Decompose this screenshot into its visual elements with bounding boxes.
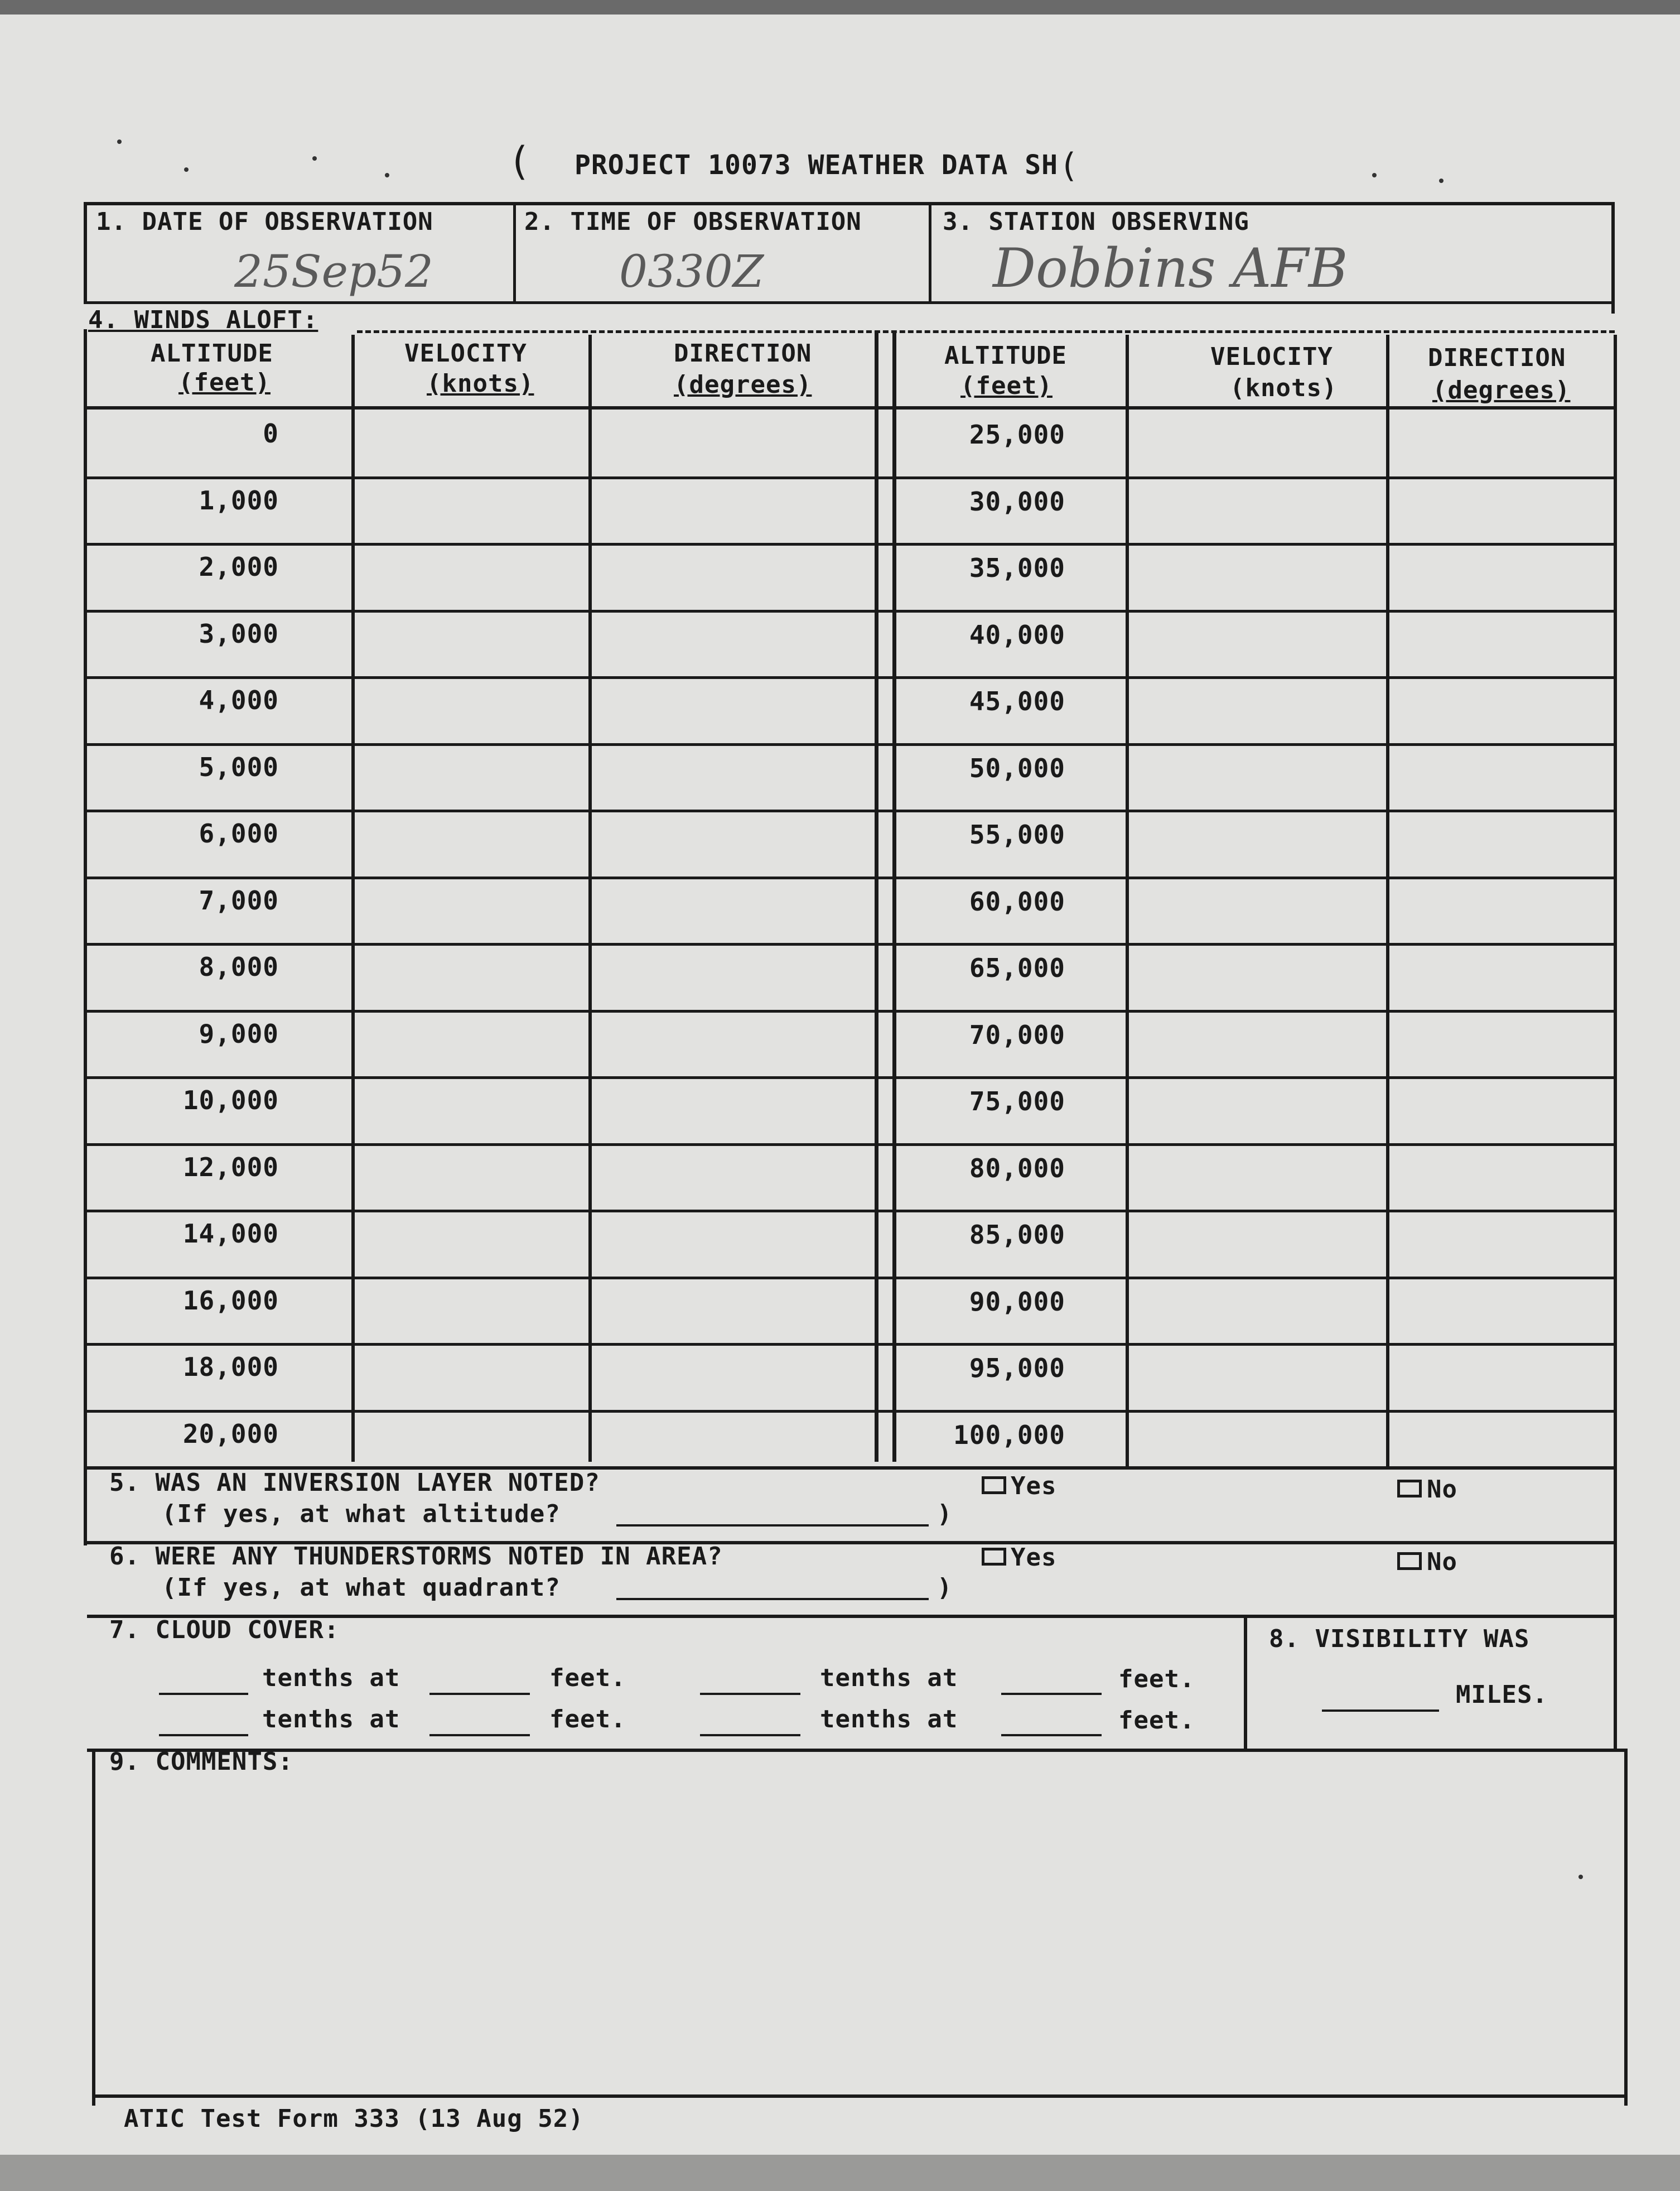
- rule: [84, 202, 1615, 205]
- right-altitude-cell: 55,000: [969, 820, 1065, 850]
- left-direction-cell[interactable]: [595, 1280, 873, 1340]
- right-altitude-cell: 100,000: [953, 1420, 1065, 1450]
- left-direction-cell[interactable]: [595, 1013, 873, 1073]
- inversion-no-label: No: [1427, 1475, 1457, 1504]
- cloud-cover-label: 7. CLOUD COVER:: [109, 1616, 340, 1644]
- left-velocity-cell[interactable]: [358, 1413, 587, 1473]
- rule: [1386, 335, 1389, 1467]
- scan-speck: [117, 139, 122, 144]
- left-direction-cell[interactable]: [595, 1346, 873, 1407]
- right-altitude-cell: 60,000: [969, 887, 1065, 917]
- inversion-yes-checkbox[interactable]: [982, 1476, 1006, 1494]
- visibility-unit: MILES.: [1456, 1680, 1548, 1709]
- row-rule: [87, 877, 1615, 879]
- left-altitude-cell: 6,000: [199, 818, 279, 849]
- thunderstorm-no-checkbox[interactable]: [1397, 1552, 1422, 1570]
- cloud-feet-label: feet.: [1118, 1706, 1195, 1735]
- cloud-tenths-label: tenths at: [820, 1664, 958, 1692]
- right-velocity-cell[interactable]: [1132, 413, 1385, 473]
- thunderstorm-followup: (If yes, at what quadrant?: [162, 1573, 561, 1602]
- inversion-altitude-field[interactable]: [616, 1524, 929, 1527]
- right-direction-cell[interactable]: [1393, 1413, 1613, 1473]
- left-altitude-cell: 4,000: [199, 685, 279, 715]
- left-altitude-cell: 1,000: [199, 485, 279, 516]
- left-velocity-cell[interactable]: [358, 1013, 587, 1073]
- date-label: 1. DATE OF OBSERVATION: [96, 208, 433, 236]
- rule: [929, 202, 931, 302]
- inversion-close-paren: ): [937, 1500, 953, 1528]
- left-direction-cell[interactable]: [595, 680, 873, 740]
- cloud-feet-label: feet.: [549, 1705, 626, 1733]
- left-direction-cell[interactable]: [595, 1213, 873, 1273]
- thunderstorm-yes-checkbox[interactable]: [982, 1548, 1006, 1566]
- right-altitude-cell: 85,000: [969, 1220, 1065, 1250]
- left-direction-cell[interactable]: [595, 546, 873, 606]
- scan-speck: [184, 167, 189, 172]
- left-altitude-header: ALTITUDE: [151, 339, 273, 368]
- scan-speck: [1578, 1875, 1583, 1879]
- cloud-tenths-field-1[interactable]: [159, 1693, 248, 1695]
- rule: [92, 1749, 95, 2106]
- left-altitude-cell: 0: [263, 418, 279, 449]
- cloud-tenths-field-3[interactable]: [159, 1734, 248, 1736]
- scan-speck: [312, 156, 317, 161]
- left-velocity-cell[interactable]: [358, 1280, 587, 1340]
- inversion-followup: (If yes, at what altitude?: [162, 1500, 561, 1528]
- cloud-feet-field-4[interactable]: [1001, 1734, 1102, 1736]
- left-direction-unit: (degrees): [674, 370, 812, 399]
- rule: [875, 330, 878, 1462]
- right-direction-cell[interactable]: [1393, 813, 1613, 873]
- right-direction-cell[interactable]: [1393, 1013, 1613, 1073]
- left-altitude-cell: 18,000: [182, 1352, 279, 1382]
- left-direction-cell[interactable]: [595, 480, 873, 540]
- rule: [588, 335, 592, 1462]
- left-velocity-cell[interactable]: [358, 1346, 587, 1407]
- thunderstorm-no-label: No: [1427, 1548, 1457, 1576]
- left-altitude-cell: 5,000: [199, 752, 279, 782]
- right-velocity-cell[interactable]: [1132, 1147, 1385, 1207]
- cloud-tenths-label: tenths at: [820, 1705, 958, 1733]
- row-rule: [87, 1277, 1615, 1279]
- right-velocity-cell[interactable]: [1132, 946, 1385, 1007]
- right-direction-cell[interactable]: [1393, 613, 1613, 673]
- right-velocity-cell[interactable]: [1132, 813, 1385, 873]
- right-altitude-cell: 90,000: [969, 1287, 1065, 1317]
- left-velocity-cell[interactable]: [358, 946, 587, 1007]
- right-direction-header: DIRECTION: [1428, 344, 1566, 372]
- left-altitude-cell: 9,000: [199, 1019, 279, 1049]
- left-altitude-cell: 3,000: [199, 619, 279, 649]
- scan-bottom-edge: [0, 2155, 1680, 2191]
- right-velocity-cell[interactable]: [1132, 880, 1385, 940]
- inversion-yes-label: Yes: [1011, 1472, 1057, 1500]
- left-altitude-cell: 7,000: [199, 885, 279, 916]
- left-velocity-cell[interactable]: [358, 813, 587, 873]
- thunderstorm-question: 6. WERE ANY THUNDERSTORMS NOTED IN AREA?: [109, 1542, 723, 1571]
- right-velocity-cell[interactable]: [1132, 1013, 1385, 1073]
- row-rule: [87, 1143, 1615, 1146]
- left-velocity-cell[interactable]: [358, 1213, 587, 1273]
- right-altitude-cell: 65,000: [969, 953, 1065, 983]
- right-velocity-cell[interactable]: [1132, 1213, 1385, 1273]
- cloud-tenths-label: tenths at: [262, 1664, 400, 1692]
- rule: [1614, 335, 1617, 1752]
- right-velocity-cell[interactable]: [1132, 747, 1385, 807]
- row-rule: [87, 1410, 1615, 1413]
- scan-speck: [1439, 179, 1444, 183]
- left-direction-cell[interactable]: [595, 747, 873, 807]
- rule: [84, 329, 87, 1545]
- row-rule: [87, 1210, 1615, 1212]
- left-velocity-cell[interactable]: [358, 1147, 587, 1207]
- right-direction-unit: (degrees): [1432, 376, 1571, 405]
- cloud-feet-field-2[interactable]: [1001, 1693, 1102, 1695]
- scan-speck: [385, 173, 389, 177]
- right-velocity-cell[interactable]: [1132, 480, 1385, 540]
- right-direction-cell[interactable]: [1393, 946, 1613, 1007]
- rule: [92, 2094, 1628, 2098]
- time-label: 2. TIME OF OBSERVATION: [524, 208, 862, 236]
- rule: [84, 301, 1615, 304]
- rule: [87, 1749, 1626, 1752]
- station-label: 3. STATION OBSERVING: [943, 208, 1249, 236]
- row-rule: [87, 543, 1615, 546]
- left-altitude-cell: 8,000: [199, 952, 279, 982]
- left-velocity-cell[interactable]: [358, 413, 587, 473]
- rule: [351, 335, 355, 1462]
- rule: [1624, 1749, 1628, 2106]
- rule: [87, 406, 1615, 410]
- rule: [84, 202, 87, 302]
- left-altitude-cell: 10,000: [182, 1085, 279, 1115]
- inversion-question: 5. WAS AN INVERSION LAYER NOTED?: [109, 1468, 600, 1497]
- scan-speck: [1372, 173, 1377, 177]
- right-velocity-header: VELOCITY: [1210, 343, 1333, 371]
- thunderstorm-quadrant-field[interactable]: [616, 1598, 929, 1600]
- form-footer: ATIC Test Form 333 (13 Aug 52): [124, 2105, 584, 2133]
- right-velocity-cell[interactable]: [1132, 1346, 1385, 1407]
- right-direction-cell[interactable]: [1393, 1280, 1613, 1340]
- right-direction-cell[interactable]: [1393, 546, 1613, 606]
- left-velocity-cell[interactable]: [358, 747, 587, 807]
- right-altitude-cell: 75,000: [969, 1086, 1065, 1116]
- cloud-feet-field-1[interactable]: [429, 1693, 530, 1695]
- left-velocity-unit: (knots): [427, 369, 534, 398]
- right-direction-cell[interactable]: [1393, 747, 1613, 807]
- right-altitude-unit: (feet): [960, 372, 1053, 400]
- title-paren-mark: (: [1059, 146, 1080, 185]
- right-direction-cell[interactable]: [1393, 1346, 1613, 1407]
- cloud-tenths-field-4[interactable]: [700, 1734, 800, 1736]
- right-direction-cell[interactable]: [1393, 1213, 1613, 1273]
- left-direction-cell[interactable]: [595, 946, 873, 1007]
- cloud-feet-label: feet.: [1118, 1665, 1195, 1693]
- winds-label: 4. WINDS ALOFT:: [88, 306, 318, 334]
- right-altitude-cell: 45,000: [969, 686, 1065, 716]
- left-velocity-cell[interactable]: [358, 480, 587, 540]
- right-altitude-cell: 95,000: [969, 1353, 1065, 1383]
- right-velocity-cell[interactable]: [1132, 1280, 1385, 1340]
- row-rule: [87, 676, 1615, 679]
- cloud-feet-label: feet.: [549, 1664, 626, 1692]
- right-altitude-cell: 35,000: [969, 553, 1065, 583]
- right-altitude-cell: 80,000: [969, 1153, 1065, 1183]
- rule: [1611, 202, 1615, 314]
- right-direction-cell[interactable]: [1393, 1080, 1613, 1140]
- left-direction-cell[interactable]: [595, 880, 873, 940]
- visibility-label: 8. VISIBILITY WAS: [1269, 1625, 1530, 1653]
- row-rule: [87, 943, 1615, 946]
- right-velocity-cell[interactable]: [1132, 1080, 1385, 1140]
- left-direction-cell[interactable]: [595, 1080, 873, 1140]
- thunderstorm-yes-label: Yes: [1011, 1543, 1057, 1572]
- left-direction-cell[interactable]: [595, 1413, 873, 1473]
- left-velocity-header: VELOCITY: [404, 339, 527, 368]
- cloud-tenths-field-2[interactable]: [700, 1693, 800, 1695]
- left-direction-cell[interactable]: [595, 1147, 873, 1207]
- title-paren-mark: (: [508, 138, 532, 184]
- right-velocity-cell[interactable]: [1132, 1413, 1385, 1473]
- left-direction-cell[interactable]: [595, 413, 873, 473]
- row-rule: [87, 610, 1615, 613]
- right-direction-cell[interactable]: [1393, 1147, 1613, 1207]
- row-rule: [87, 810, 1615, 812]
- right-velocity-cell[interactable]: [1132, 546, 1385, 606]
- cloud-tenths-label: tenths at: [262, 1705, 400, 1733]
- row-rule: [87, 1343, 1615, 1346]
- left-velocity-cell[interactable]: [358, 613, 587, 673]
- station-value: Dobbins AFB: [993, 237, 1348, 300]
- left-altitude-cell: 20,000: [182, 1419, 279, 1449]
- row-rule: [87, 1010, 1615, 1013]
- right-altitude-cell: 70,000: [969, 1020, 1065, 1050]
- right-direction-cell[interactable]: [1393, 680, 1613, 740]
- comments-label: 9. COMMENTS:: [109, 1747, 293, 1776]
- left-altitude-unit: (feet): [178, 368, 271, 397]
- right-direction-cell[interactable]: [1393, 480, 1613, 540]
- left-altitude-cell: 2,000: [199, 552, 279, 582]
- left-velocity-cell[interactable]: [358, 680, 587, 740]
- right-altitude-cell: 25,000: [969, 420, 1065, 450]
- left-direction-cell[interactable]: [595, 613, 873, 673]
- rule: [1126, 335, 1129, 1467]
- rule: [1244, 1618, 1247, 1752]
- right-direction-cell[interactable]: [1393, 880, 1613, 940]
- time-value: 0330Z: [619, 245, 764, 297]
- left-velocity-cell[interactable]: [358, 880, 587, 940]
- left-velocity-cell[interactable]: [358, 546, 587, 606]
- right-velocity-cell[interactable]: [1132, 680, 1385, 740]
- cloud-feet-field-3[interactable]: [429, 1734, 530, 1736]
- left-direction-header: DIRECTION: [674, 339, 812, 368]
- row-rule: [87, 743, 1615, 746]
- thunderstorm-close-paren: ): [937, 1573, 953, 1602]
- left-direction-cell[interactable]: [595, 813, 873, 873]
- dashed-rule: [357, 330, 1615, 333]
- right-direction-cell[interactable]: [1393, 413, 1613, 473]
- right-altitude-cell: 30,000: [969, 487, 1065, 517]
- left-altitude-cell: 16,000: [182, 1285, 279, 1316]
- scan-top-edge: [0, 0, 1680, 15]
- left-altitude-cell: 12,000: [182, 1152, 279, 1182]
- row-rule: [87, 1076, 1615, 1079]
- row-rule: [87, 476, 1615, 479]
- right-altitude-cell: 40,000: [969, 620, 1065, 650]
- inversion-no-checkbox[interactable]: [1397, 1480, 1422, 1497]
- date-value: 25Sep52: [234, 245, 433, 297]
- left-altitude-cell: 14,000: [182, 1219, 279, 1249]
- rule: [513, 202, 516, 302]
- visibility-field[interactable]: [1322, 1710, 1439, 1712]
- right-altitude-header: ALTITUDE: [944, 341, 1067, 370]
- right-velocity-cell[interactable]: [1132, 613, 1385, 673]
- right-altitude-cell: 50,000: [969, 753, 1065, 783]
- right-velocity-unit: (knots): [1230, 374, 1338, 402]
- left-velocity-cell[interactable]: [358, 1080, 587, 1140]
- form-title: PROJECT 10073 WEATHER DATA SH: [575, 150, 1059, 181]
- rule: [892, 330, 896, 1462]
